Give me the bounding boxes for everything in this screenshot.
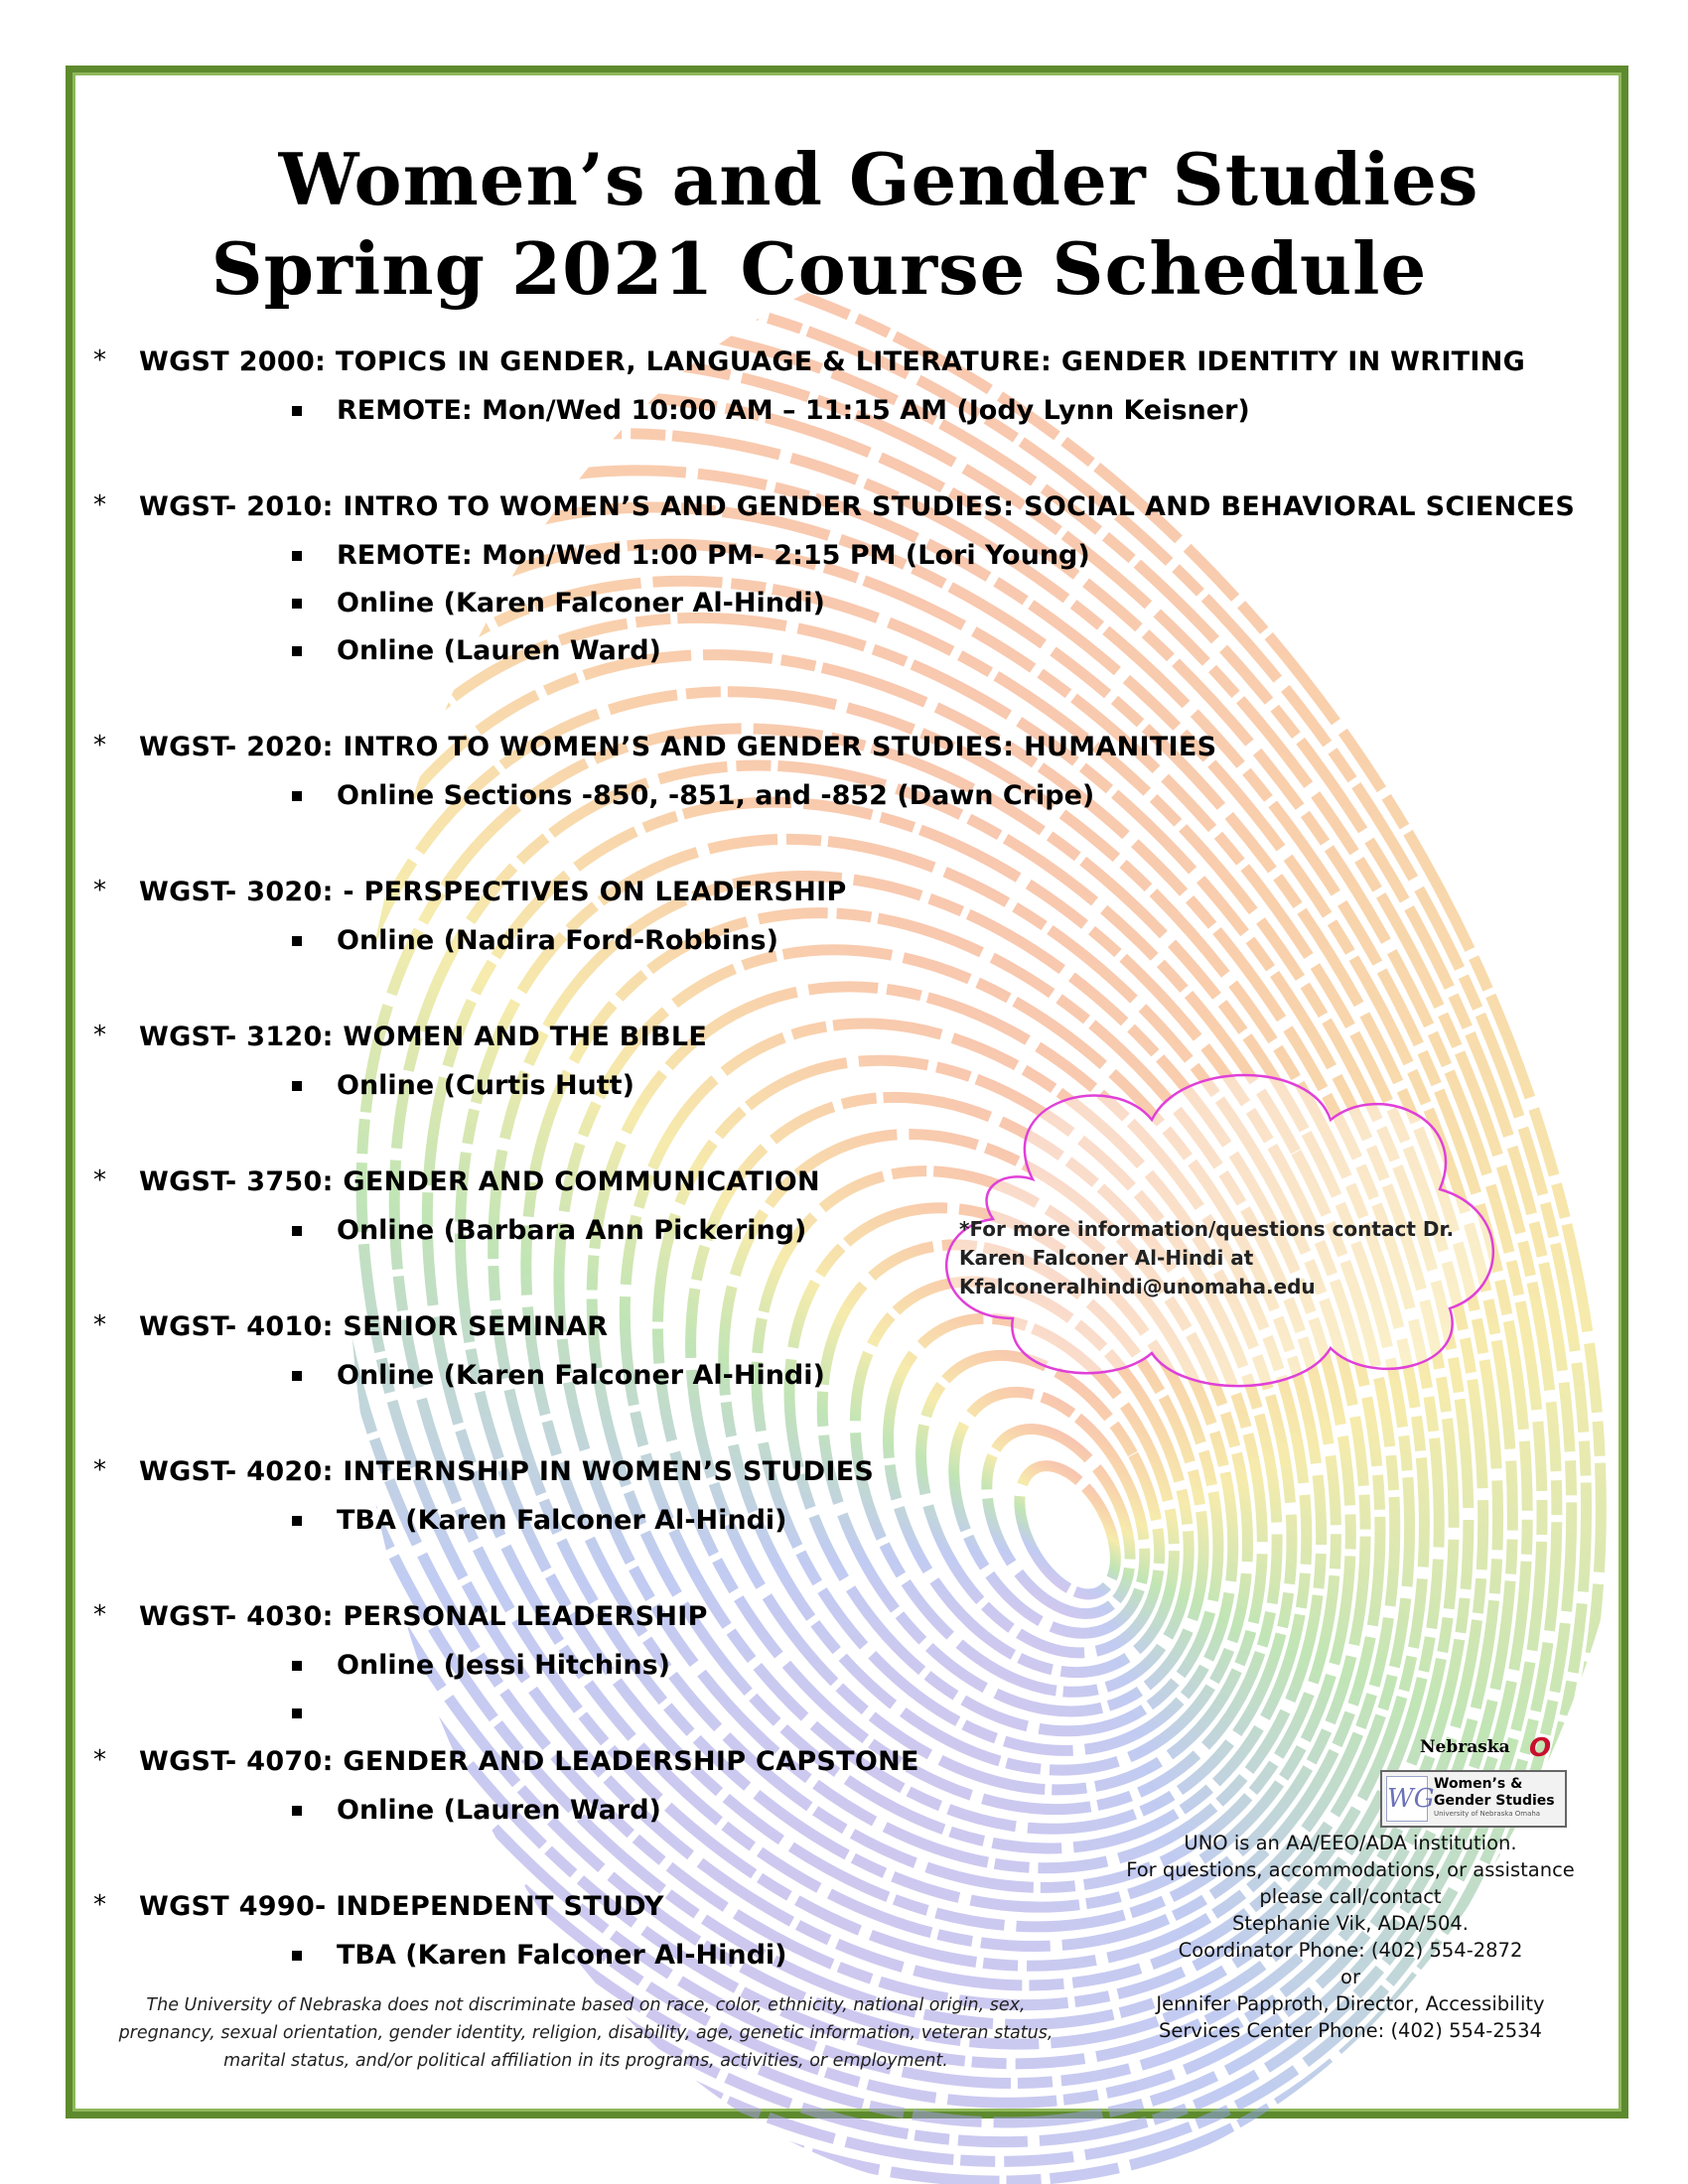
asterisk-bullet: * <box>93 1310 107 1340</box>
asterisk-bullet: * <box>93 731 107 760</box>
course-section <box>79 532 1549 580</box>
wgs-logo-mark: WG <box>1386 1776 1428 1822</box>
course-heading <box>79 338 1549 387</box>
course-item <box>79 1592 1549 1737</box>
asterisk-bullet: * <box>93 1165 107 1195</box>
contact-note: *For more information/questions contact Dr. Karen Falconer Al-Hindi at Kfalconeralhindi@unomaha.edu <box>959 1217 1455 1298</box>
square-bullet-icon <box>292 1708 302 1718</box>
section-text: TBA (Karen Falconer Al-Hindi) <box>337 1940 787 1971</box>
course-heading <box>79 1737 1549 1787</box>
section-text: Online (Lauren Ward) <box>337 1795 661 1826</box>
course-section <box>79 772 1549 820</box>
course-section <box>79 1642 1549 1690</box>
course-section <box>79 1497 1549 1545</box>
course-section <box>79 387 1549 435</box>
square-bullet-icon <box>292 1226 302 1236</box>
course-title: WGST- 3120: WOMEN AND THE BIBLE <box>139 1022 708 1052</box>
course-section <box>79 1690 1549 1737</box>
course-title: WGST- 2010: INTRO TO WOMEN’S AND GENDER STUDIES: SOCIAL AND BEHAVIORAL SCIENCES <box>139 491 1576 522</box>
course-title: WGST- 4070: GENDER AND LEADERSHIP CAPSTONE <box>139 1746 919 1777</box>
course-title: WGST- 4030: PERSONAL LEADERSHIP <box>139 1601 708 1632</box>
course-section <box>79 917 1549 965</box>
square-bullet-icon <box>292 791 302 801</box>
title-line-1: Women’s and Gender Studies <box>278 137 1479 221</box>
square-bullet-icon <box>292 1081 302 1091</box>
square-bullet-icon <box>292 551 302 561</box>
course-item <box>79 482 1576 675</box>
course-section <box>79 1787 1549 1835</box>
square-bullet-icon <box>292 1371 302 1381</box>
asterisk-bullet: * <box>93 490 107 520</box>
square-bullet-icon <box>292 936 302 946</box>
section-text: REMOTE: Mon/Wed 10:00 AM – 11:15 AM (Jody Lynn Keisner) <box>337 395 1250 426</box>
accessibility-statement <box>1112 1830 1589 2044</box>
section-text: Online (Curtis Hutt) <box>337 1070 634 1101</box>
uno-o-logo: O <box>1529 1733 1552 1763</box>
course-item <box>79 338 1549 435</box>
nondiscrimination-disclaimer: The University of Nebraska does not discriminate based on race, color, ethnicity, national origin, sex, pregnancy, sexual orientation, gender identity, religion, disability, age, genetic information, veteran status, marital status, and/or political affiliation in its programs, activities, or employment. <box>118 1995 1054 2071</box>
section-text: Online (Lauren Ward) <box>337 635 661 666</box>
square-bullet-icon <box>292 646 302 656</box>
course-heading <box>79 1447 1549 1497</box>
square-bullet-icon <box>292 1661 302 1671</box>
wgs-logo-subtitle: University of Nebraska Omaha <box>1434 1810 1541 1818</box>
square-bullet-icon <box>292 1516 302 1526</box>
accessibility-line: UNO is an AA/EEO/ADA institution. <box>1184 1832 1517 1854</box>
title-line-2: Spring 2021 Course Schedule <box>211 226 1428 311</box>
asterisk-bullet: * <box>93 1455 107 1485</box>
section-text: Online (Karen Falconer Al-Hindi) <box>337 1360 825 1391</box>
asterisk-bullet: * <box>93 1600 107 1630</box>
accessibility-line: Jennifer Papproth, Director, Accessibility <box>1156 1992 1545 2015</box>
course-title: WGST- 2020: INTRO TO WOMEN’S AND GENDER STUDIES: HUMANITIES <box>139 732 1217 762</box>
course-item <box>79 868 1549 965</box>
course-title: WGST- 4010: SENIOR SEMINAR <box>139 1311 609 1342</box>
asterisk-bullet: * <box>93 1021 107 1050</box>
course-heading <box>79 868 1549 917</box>
nebraska-logo: Nebraska <box>1420 1737 1510 1757</box>
section-text: Online (Barbara Ann Pickering) <box>337 1215 807 1246</box>
accessibility-line: or <box>1340 1966 1360 1988</box>
course-heading <box>79 1592 1549 1642</box>
section-text: Online (Nadira Ford-Robbins) <box>337 925 778 956</box>
asterisk-bullet: * <box>93 1745 107 1775</box>
wgs-logo <box>1380 1770 1567 1828</box>
wgs-logo-name: Women’s & Gender Studies <box>1434 1776 1555 1809</box>
section-text: Online (Karen Falconer Al-Hindi) <box>337 588 825 618</box>
page-title <box>159 135 1569 314</box>
asterisk-bullet: * <box>93 1890 107 1920</box>
section-text: REMOTE: Mon/Wed 1:00 PM- 2:15 PM (Lori Young) <box>337 540 1090 571</box>
course-section <box>79 580 1549 627</box>
course-heading <box>79 1013 1549 1062</box>
course-title: WGST- 3750: GENDER AND COMMUNICATION <box>139 1166 820 1197</box>
course-title: WGST- 3020: - PERSPECTIVES ON LEADERSHIP <box>139 877 847 907</box>
course-title: WGST 2000: TOPICS IN GENDER, LANGUAGE & LITERATURE: GENDER IDENTITY IN WRITING <box>139 346 1526 377</box>
asterisk-bullet: * <box>93 876 107 905</box>
course-item <box>79 1737 1549 1835</box>
accessibility-line: Services Center Phone: (402) 554-2534 <box>1159 2019 1542 2042</box>
accessibility-line: please call/contact <box>1259 1885 1442 1908</box>
accessibility-line: Coordinator Phone: (402) 554-2872 <box>1178 1939 1523 1962</box>
square-bullet-icon <box>292 406 302 416</box>
section-text: Online Sections -850, -851, and -852 (Dawn Cripe) <box>337 780 1095 811</box>
section-text: Online (Jessi Hitchins) <box>337 1650 670 1681</box>
accessibility-line: Stephanie Vik, ADA/504. <box>1231 1912 1470 1935</box>
course-item <box>79 1447 1549 1545</box>
course-heading <box>79 723 1549 772</box>
course-title: WGST- 4020: INTERNSHIP IN WOMEN’S STUDIES <box>139 1456 875 1487</box>
square-bullet-icon <box>292 1951 302 1961</box>
course-heading <box>79 482 1576 532</box>
logo-group <box>1370 1733 1569 1832</box>
square-bullet-icon <box>292 1806 302 1816</box>
course-title: WGST 4990- INDEPENDENT STUDY <box>139 1891 664 1922</box>
asterisk-bullet: * <box>93 345 107 375</box>
course-item <box>79 723 1549 820</box>
section-text: TBA (Karen Falconer Al-Hindi) <box>337 1505 787 1536</box>
course-section <box>79 627 1549 675</box>
accessibility-line: For questions, accommodations, or assistance <box>1126 1858 1575 1881</box>
square-bullet-icon <box>292 599 302 609</box>
